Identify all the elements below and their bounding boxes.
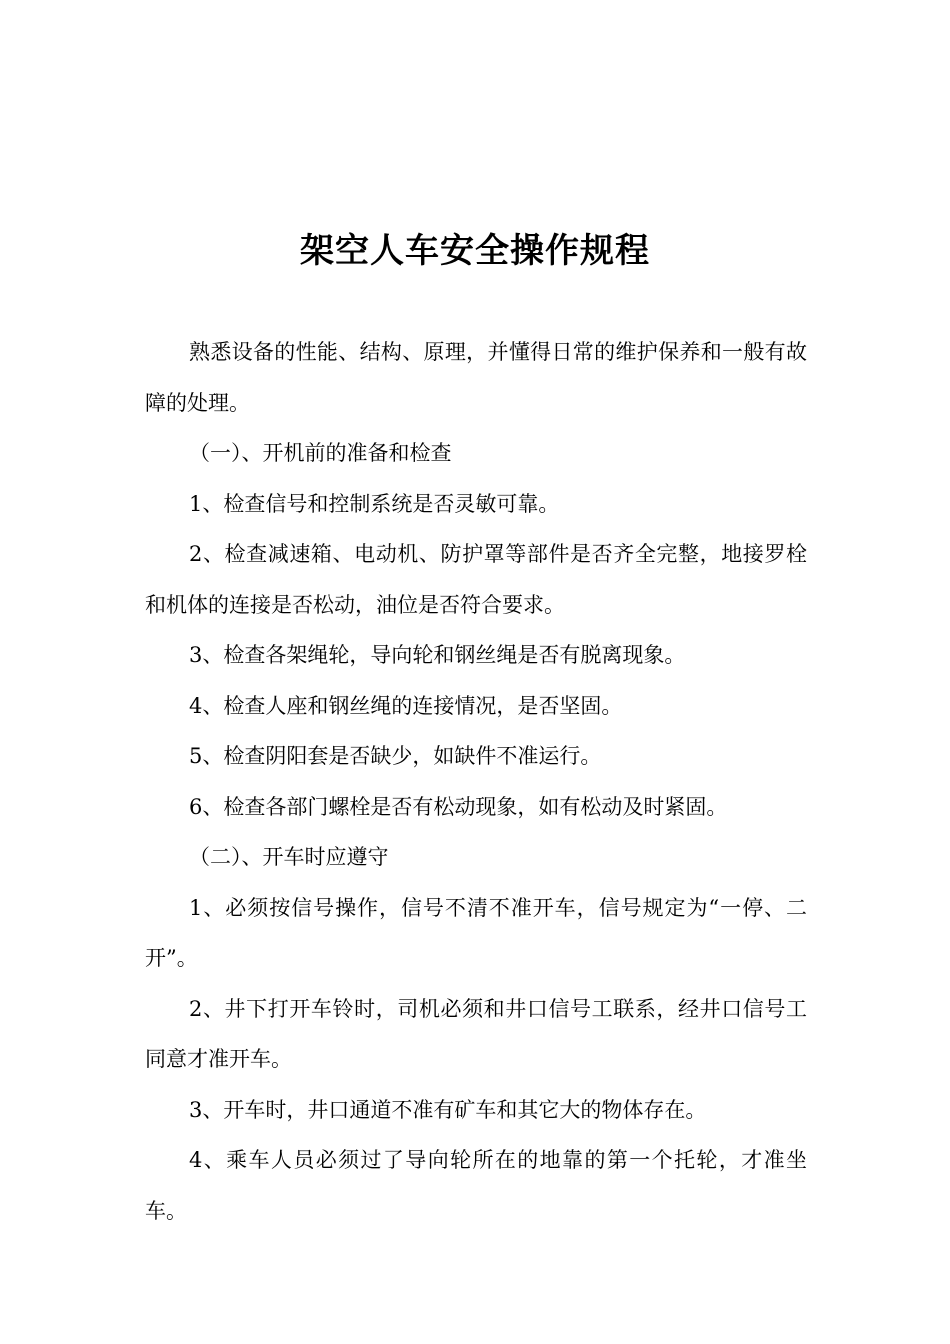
list-item: 1、必须按信号操作，信号不清不准开车，信号规定为“一停、二开”。 (145, 895, 807, 970)
section-heading-2: （二）、开车时应遵守 (189, 845, 389, 869)
list-item: 3、开车时，井口通道不准有矿车和其它大的物体存在。 (189, 1097, 707, 1122)
list-item: 1、检查信号和控制系统是否灵敏可靠。 (189, 491, 560, 516)
section-heading-1: （一）、开机前的准备和检查 (189, 441, 452, 465)
list-item: 6、检查各部门螺栓是否有松动现象，如有松动及时紧固。 (189, 794, 728, 819)
list-item: 5、检查阴阳套是否缺少，如缺件不准运行。 (189, 744, 602, 768)
list-item: 4、乘车人员必须过了导向轮所在的地靠的第一个托轮，才准坐车。 (145, 1148, 807, 1223)
intro-paragraph: 熟悉设备的性能、结构、原理，并懂得日常的维护保养和一般有故障的处理。 (145, 340, 807, 415)
list-item: 2、检查减速箱、电动机、防护罩等部件是否齐全完整，地接罗栓和机体的连接是否松动，油位是否符合要求。 (145, 542, 807, 617)
list-item: 3、检查各架绳轮，导向轮和钢丝绳是否有脱离现象。 (189, 643, 686, 667)
list-item: 4、检查人座和钢丝绳的连接情况，是否坚固。 (189, 693, 623, 718)
document-title: 架空人车安全操作规程 (300, 231, 650, 271)
list-item: 2、井下打开车铃时，司机必须和井口信号工联系，经井口信号工同意才准开车。 (145, 996, 807, 1071)
document-body (145, 327, 807, 1236)
